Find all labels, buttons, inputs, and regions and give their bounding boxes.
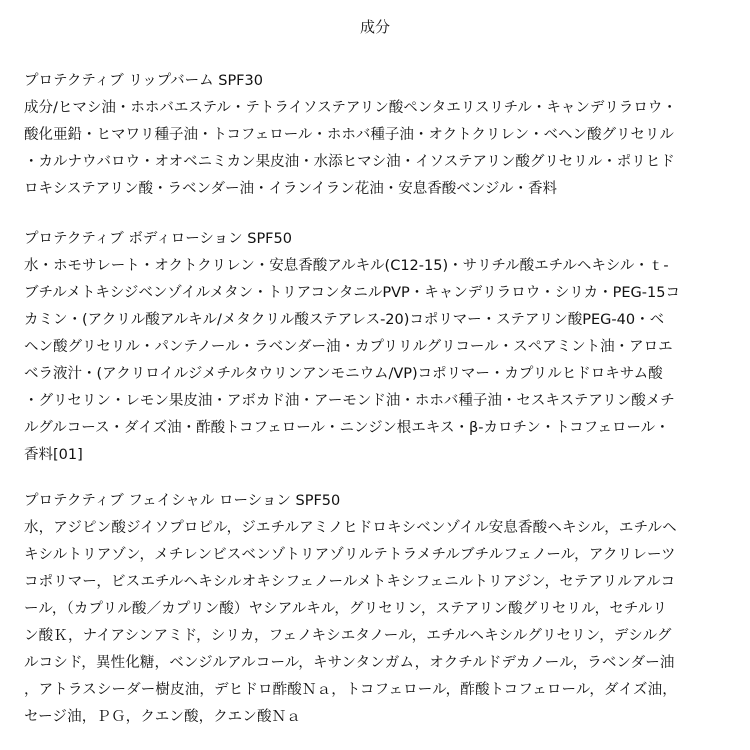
body-lotion-section	[24, 226, 730, 469]
ingredient-line: ロキシステアリン酸・ラベンダー油・イランイラン花油・安息香酸ベンジル・香料	[24, 181, 558, 197]
ingredient-line: 香料[01]	[24, 447, 83, 463]
section-title: プロテクティブ ボディローション SPF50	[24, 231, 292, 247]
ingredient-line: 水，アジピン酸ジイソプロピル，ジエチルアミノヒドロキシベンゾイル安息香酸ヘキシル，エチルヘ	[24, 520, 677, 536]
ingredient-line: ・グリセリン・レモン果皮油・アボカド油・アーモンド油・ホホバ種子油・セスキステアリン酸メチ	[24, 393, 675, 409]
ingredient-line: ヘン酸グリセリル・パンテノール・ラベンダー油・カプリリルグリコール・スペアミント油・アロエ	[24, 339, 673, 355]
ingredient-line: ール，（カプリル酸／カプリン酸）ヤシアルキル，グリセリン，ステアリン酸グリセリル，セチルリ	[24, 601, 668, 617]
ingredient-line: 酸化亜鉛・ヒマワリ種子油・トコフェロール・ホホバ種子油・オクトクリレン・ベヘン酸グリセリル	[24, 127, 674, 143]
ingredient-line: ルグルコース・ダイズ油・酢酸トコフェロール・ニンジン根エキス・β-カロチン・トコフェロール・	[24, 420, 670, 436]
ingredient-line: コポリマー，ビスエチルヘキシルオキシフェノールメトキシフェニルトリアジン，セテアリルアルコ	[24, 574, 676, 590]
ingredient-line: ベラ液汁・(アクリロイルジメチルタウリンアンモニウム/VP)コポリマー・カプリルヒドロキサム酸	[24, 366, 663, 382]
ingredient-line: カミン・(アクリル酸アルキル/メタクリル酸ステアレス-20)コポリマー・ステアリン酸PEG-40・ベ	[24, 312, 665, 328]
facial-lotion-section	[24, 488, 730, 731]
ingredient-line: ン酸Ｋ，ナイアシンアミド，シリカ，フェノキシエタノール，エチルヘキシルグリセリン，デシルグ	[24, 628, 672, 644]
ingredient-line: キシルトリアゾン，メチレンビスベンゾトリアゾリルテトラメチルブチルフェノール，アクリレーツ	[24, 547, 676, 563]
page-title: 成分	[359, 18, 390, 36]
ingredient-line: ルコシド，異性化糖，ベンジルアルコール，キサンタンガム，オクチルドデカノール，ラベンダー油	[24, 655, 675, 671]
ingredient-line: 成分/ヒマシ油・ホホバエステル・テトライソステアリン酸ペンタエリスリチル・キャンデリラロウ・	[24, 100, 677, 116]
ingredient-line: ブチルメトキシジベンゾイルメタン・トリアコンタニルPVP・キャンデリラロウ・シリカ・PEG-15コ	[24, 285, 680, 301]
ingredient-line: セージ油，ＰＧ，クエン酸，クエン酸Ｎａ	[24, 709, 301, 725]
section-title: プロテクティブ フェイシャル ローション SPF50	[24, 493, 341, 509]
section-title: プロテクティブ リップバーム SPF30	[24, 73, 263, 89]
ingredient-line: 水・ホモサレート・オクトクリレン・安息香酸アルキル(C12-15)・サリチル酸エチルヘキシル・ｔ-	[24, 258, 669, 274]
lip-balm-section	[24, 68, 730, 203]
ingredient-line: ，アトラスシーダー樹皮油，デヒドロ酢酸Ｎａ，トコフェロール，酢酸トコフェロール，ダイズ油，	[24, 682, 677, 698]
ingredient-line: ・カルナウバロウ・オオベニミカン果皮油・水添ヒマシ油・イソステアリン酸グリセリル・ポリヒド	[24, 154, 675, 170]
